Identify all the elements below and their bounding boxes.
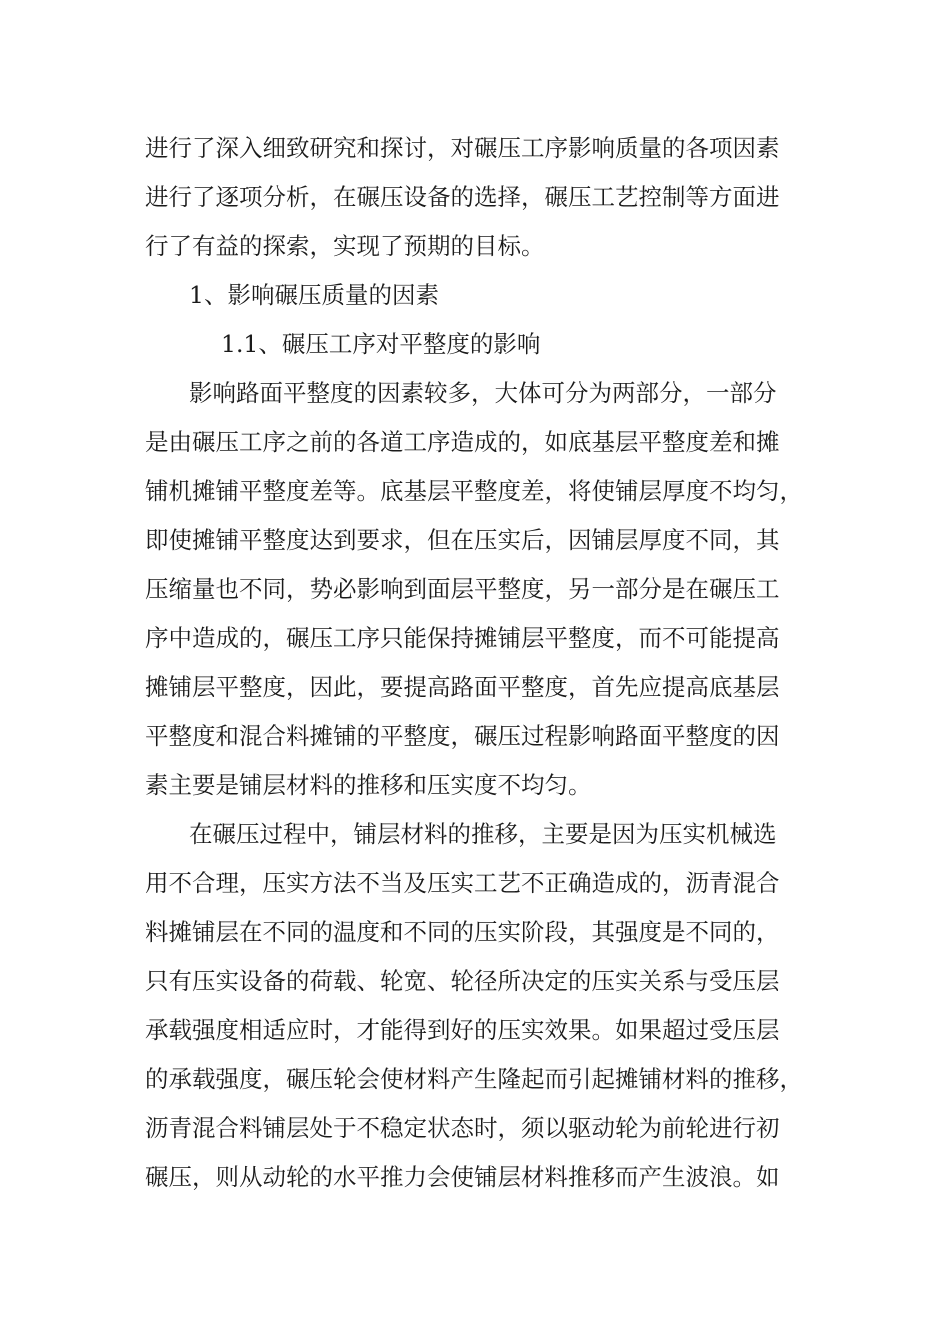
body-text-line: 压缩量也不同，势必影响到面层平整度，另一部分是在碾压工 — [145, 575, 780, 603]
body-text-line: 平整度和混合料摊铺的平整度，碾压过程影响路面平整度的因 — [145, 722, 780, 750]
body-text-line: 的承载强度，碾压轮会使材料产生隆起而引起摊铺材料的推移， — [145, 1065, 803, 1093]
body-text-line: 即使摊铺平整度达到要求，但在压实后，因铺层厚度不同，其 — [145, 526, 780, 554]
body-text-line: 沥青混合料铺层处于不稳定状态时，须以驱动轮为前轮进行初 — [145, 1114, 780, 1142]
body-text-line: 铺机摊铺平整度差等。底基层平整度差，将使铺层厚度不均匀， — [145, 477, 803, 505]
subsection-heading: 1.1、碾压工序对平整度的影响 — [221, 330, 541, 358]
section-heading: 1、影响碾压质量的因素 — [189, 281, 439, 309]
body-text-line: 进行了深入细致研究和探讨，对碾压工序影响质量的各项因素 — [145, 134, 780, 162]
body-text-line: 只有压实设备的荷载、轮宽、轮径所决定的压实关系与受压层 — [145, 967, 780, 995]
body-text-line: 碾压，则从动轮的水平推力会使铺层材料推移而产生波浪。如 — [145, 1163, 780, 1191]
body-text-line: 序中造成的，碾压工序只能保持摊铺层平整度，而不可能提高 — [145, 624, 780, 652]
body-text-line: 料摊铺层在不同的温度和不同的压实阶段，其强度是不同的， — [145, 918, 780, 946]
body-text-line: 摊铺层平整度，因此，要提高路面平整度，首先应提高底基层 — [145, 673, 780, 701]
body-text-line: 用不合理，压实方法不当及压实工艺不正确造成的，沥青混合 — [145, 869, 780, 897]
body-text-line: 行了有益的探索，实现了预期的目标。 — [145, 232, 545, 260]
paragraph-first-line: 在碾压过程中，铺层材料的推移，主要是因为压实机械选 — [189, 820, 777, 848]
body-text-line: 是由碾压工序之前的各道工序造成的，如底基层平整度差和摊 — [145, 428, 780, 456]
body-text-line: 素主要是铺层材料的推移和压实度不均匀。 — [145, 771, 592, 799]
body-text-line: 承载强度相适应时，才能得到好的压实效果。如果超过受压层 — [145, 1016, 780, 1044]
document-body — [145, 124, 825, 1202]
paragraph-first-line: 影响路面平整度的因素较多，大体可分为两部分，一部分 — [189, 379, 777, 407]
body-text-line: 进行了逐项分析，在碾压设备的选择，碾压工艺控制等方面进 — [145, 183, 780, 211]
